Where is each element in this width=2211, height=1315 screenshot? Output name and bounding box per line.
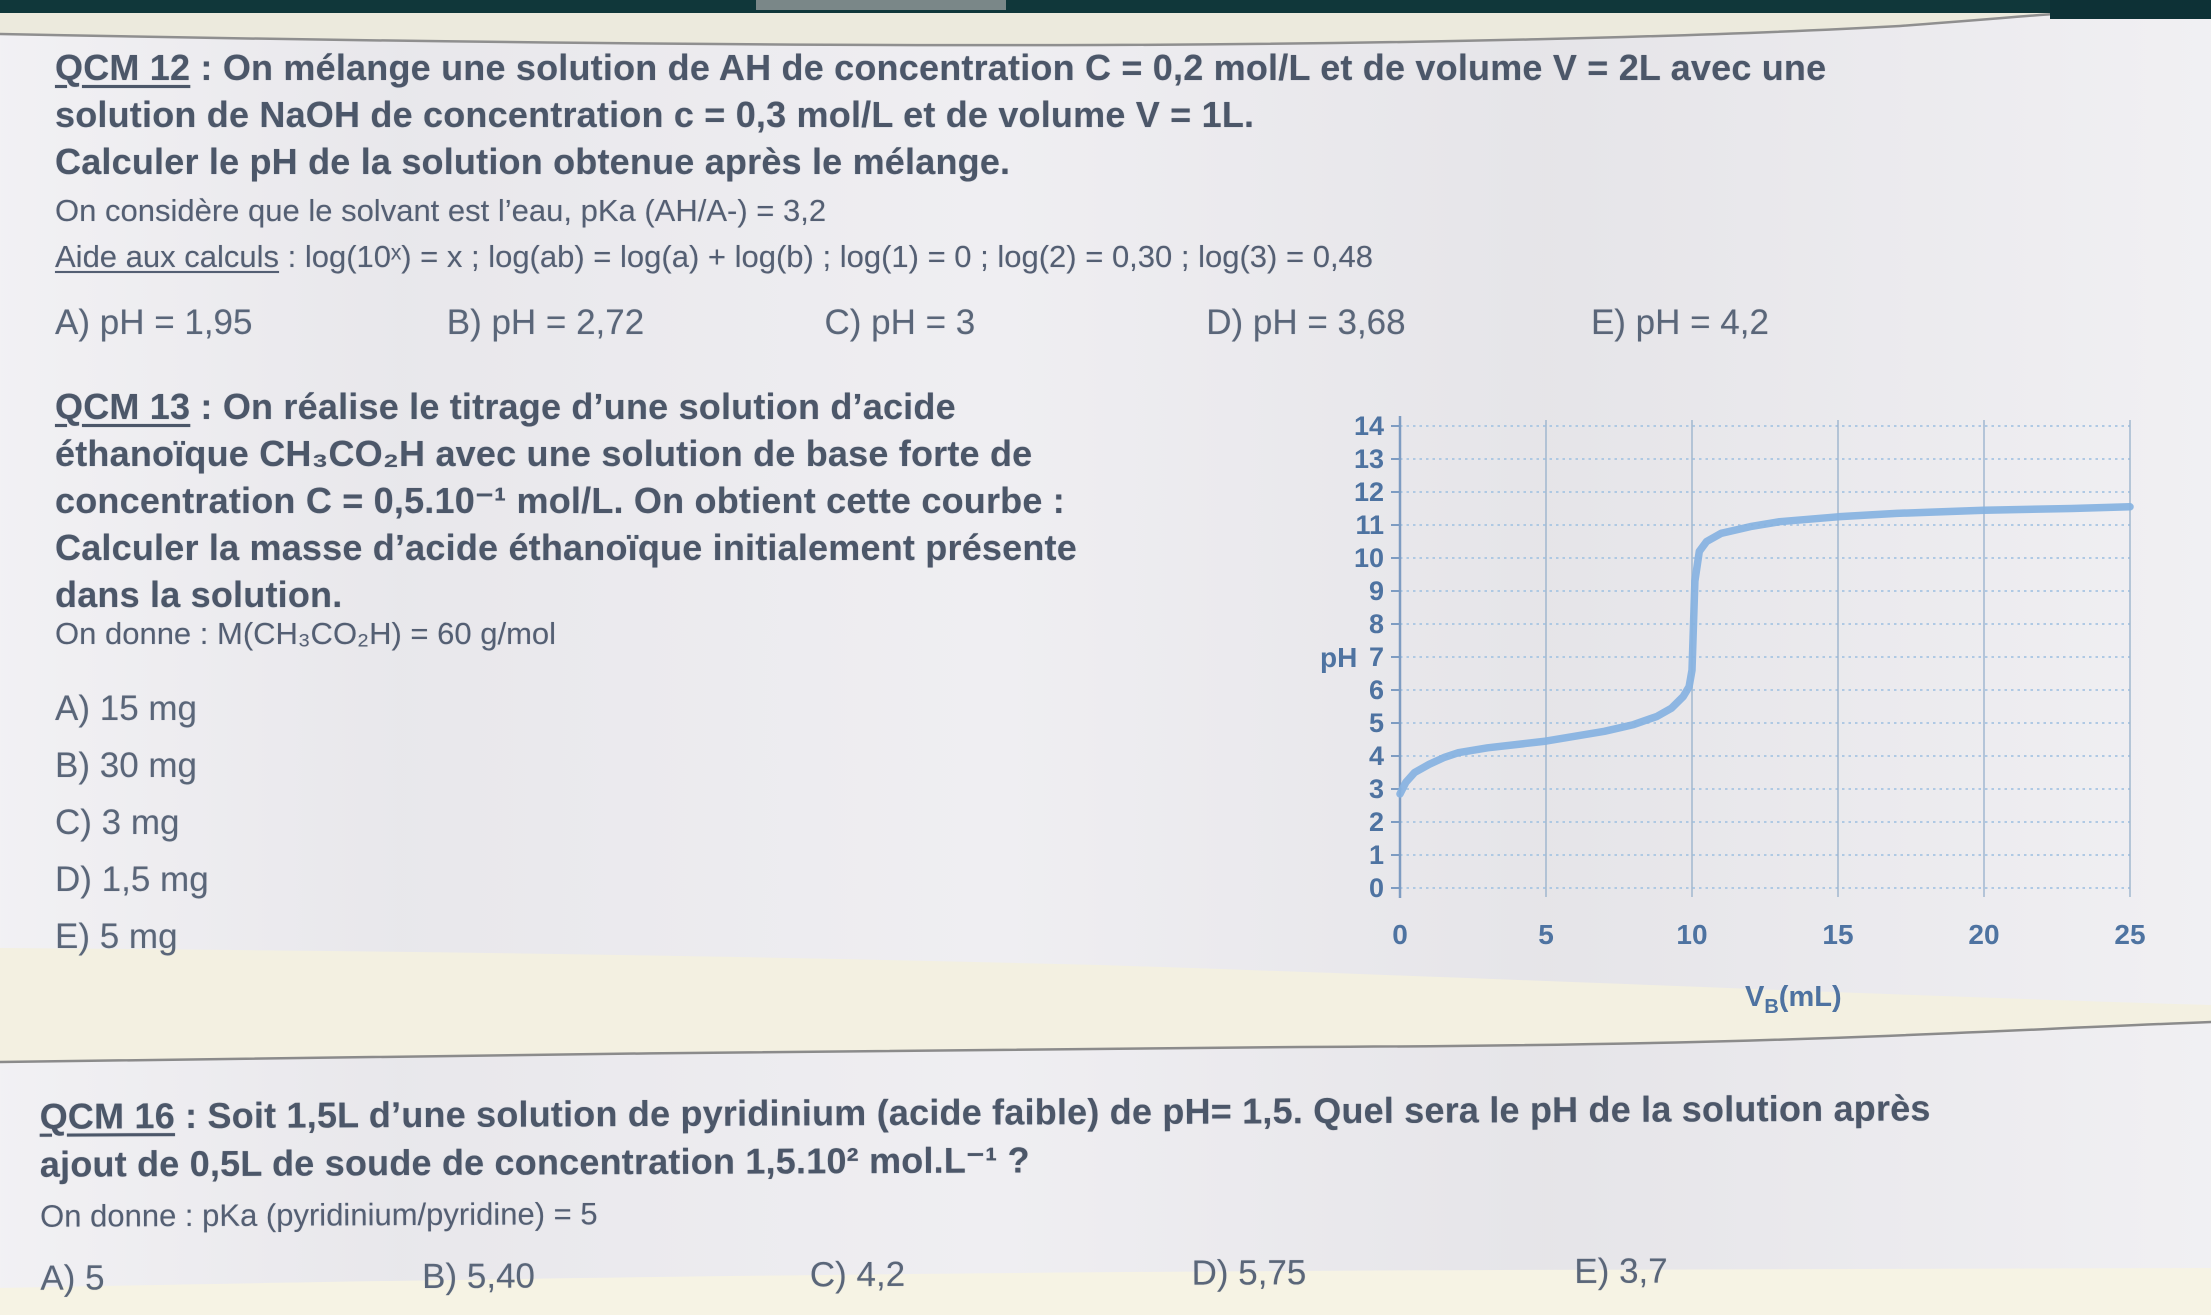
qcm13-heading: QCM 13 <box>55 386 191 427</box>
svg-text:9: 9 <box>1368 576 1384 606</box>
svg-text:12: 12 <box>1353 477 1384 507</box>
qcm13-line-1-text: : On réalise le titrage d’une solution d’acide <box>190 386 956 427</box>
qcm12-option-d: D) pH = 3,68 <box>1206 303 1406 342</box>
qcm16-heading: QCM 16 <box>39 1095 175 1137</box>
svg-text:5: 5 <box>1368 708 1384 738</box>
top-dark-strip <box>0 0 2080 13</box>
qcm16-note: On donne : pKa (pyridinium/pyridine) = 5 <box>40 1196 598 1234</box>
svg-text:1: 1 <box>1368 840 1384 870</box>
qcm13-note: On donne : M(CH₃CO₂H) = 60 g/mol <box>55 616 557 651</box>
qcm16-line-1-text: : Soit 1,5L d’une solution de pyridinium (acide faible) de pH= 1,5. Quel sera le pH de la solution après <box>174 1087 1931 1137</box>
svg-text:8: 8 <box>1368 609 1384 639</box>
qcm13-line-3: concentration C = 0,5.10⁻¹ mol/L. On obtient cette courbe : <box>55 480 1065 521</box>
qcm13-options-list <box>55 680 1315 965</box>
svg-text:0: 0 <box>1368 873 1384 903</box>
chart-section <box>1290 378 2211 1068</box>
qcm16-option-c: C) 4,2 <box>809 1254 906 1295</box>
qcm12-line-3: Calculer le pH de la solution obtenue après le mélange. <box>55 141 1011 182</box>
svg-text:0: 0 <box>1392 919 1408 950</box>
titration-curve <box>1400 507 2130 794</box>
y-tick-labels <box>1354 411 1384 903</box>
svg-text:20: 20 <box>1968 919 2000 950</box>
qcm13-line-5: dans la solution. <box>55 574 343 615</box>
qcm13-option-d: D) 1,5 mg <box>55 860 209 899</box>
top-dark-strip-right <box>2050 0 2211 19</box>
y-gridlines <box>1391 426 2130 888</box>
svg-text:11: 11 <box>1355 510 1384 540</box>
qcm13-line-4: Calculer la masse d’acide éthanoïque initialement présente <box>55 527 1077 568</box>
qcm16-section <box>40 1083 2191 1298</box>
y-axis-label: pH <box>1320 642 1358 673</box>
qcm12-line-2: solution de NaOH de concentration c = 0,3 mol/L et de volume V = 1L. <box>55 94 1255 135</box>
qcm12-option-a: A) pH = 1,95 <box>55 303 253 342</box>
qcm13-line-1 <box>55 383 1315 430</box>
qcm16-option-a: A) 5 <box>40 1258 105 1298</box>
qcm12-option-e: E) pH = 4,2 <box>1590 303 1769 342</box>
x-axis-label: $V_B(mL)$ <box>1745 981 1842 1018</box>
svg-text:14: 14 <box>1353 411 1384 441</box>
qcm16-option-e: E) 3,7 <box>1574 1251 1668 1291</box>
svg-text:6: 6 <box>1368 675 1384 705</box>
x-tick-labels <box>1392 919 2145 950</box>
top-strip-gray-segment <box>756 0 1006 10</box>
qcm12-line-1 <box>55 44 2175 91</box>
qcm16-line-1 <box>40 1083 2190 1140</box>
qcm16-option-b: B) 5,40 <box>422 1256 536 1297</box>
svg-text:3: 3 <box>1368 774 1384 804</box>
qcm13-option-c: C) 3 mg <box>55 803 180 842</box>
qcm13-line-2: éthanoïque CH₃CO₂H avec une solution de base forte de <box>55 433 1033 474</box>
qcm12-options-row <box>55 303 2175 343</box>
svg-text:10: 10 <box>1676 919 1708 950</box>
svg-text:25: 25 <box>2114 919 2146 950</box>
qcm12-section <box>55 44 2175 343</box>
qcm12-option-c: C) pH = 3 <box>824 303 976 342</box>
qcm13-option-e: E) 5 mg <box>55 917 178 956</box>
svg-text:4: 4 <box>1368 741 1384 771</box>
qcm13-option-b: B) 30 mg <box>55 746 197 785</box>
qcm13-section <box>55 383 1315 965</box>
svg-text:5: 5 <box>1538 919 1554 950</box>
qcm12-aide-text: : log(10ˣ) = x ; log(ab) = log(a) + log(b) ; log(1) = 0 ; log(2) = 0,30 ; log(3) = 0,48 <box>279 239 1374 274</box>
qcm12-line-1-text: : On mélange une solution de AH de concentration C = 0,2 mol/L et de volume V = 2L avec une <box>190 47 1827 88</box>
svg-text:7: 7 <box>1368 642 1384 672</box>
qcm12-note: On considère que le solvant est l’eau, pKa (AH/A-) = 3,2 <box>55 193 827 228</box>
qcm12-option-b: B) pH = 2,72 <box>446 303 645 342</box>
qcm12-aide-line <box>55 237 2175 277</box>
qcm13-option-a: A) 15 mg <box>55 689 197 728</box>
svg-text:13: 13 <box>1353 444 1384 474</box>
svg-text:15: 15 <box>1822 919 1854 950</box>
qcm12-heading: QCM 12 <box>55 47 191 88</box>
svg-text:10: 10 <box>1353 543 1384 573</box>
titration-chart <box>1290 378 2211 1068</box>
qcm12-aide-label: Aide aux calculs <box>55 239 280 274</box>
qcm16-option-d: D) 5,75 <box>1191 1253 1307 1293</box>
svg-text:2: 2 <box>1368 807 1384 837</box>
qcm16-line-2: ajout de 0,5L de soude de concentration 1,5.10² mol.L⁻¹ ? <box>39 1139 1030 1185</box>
